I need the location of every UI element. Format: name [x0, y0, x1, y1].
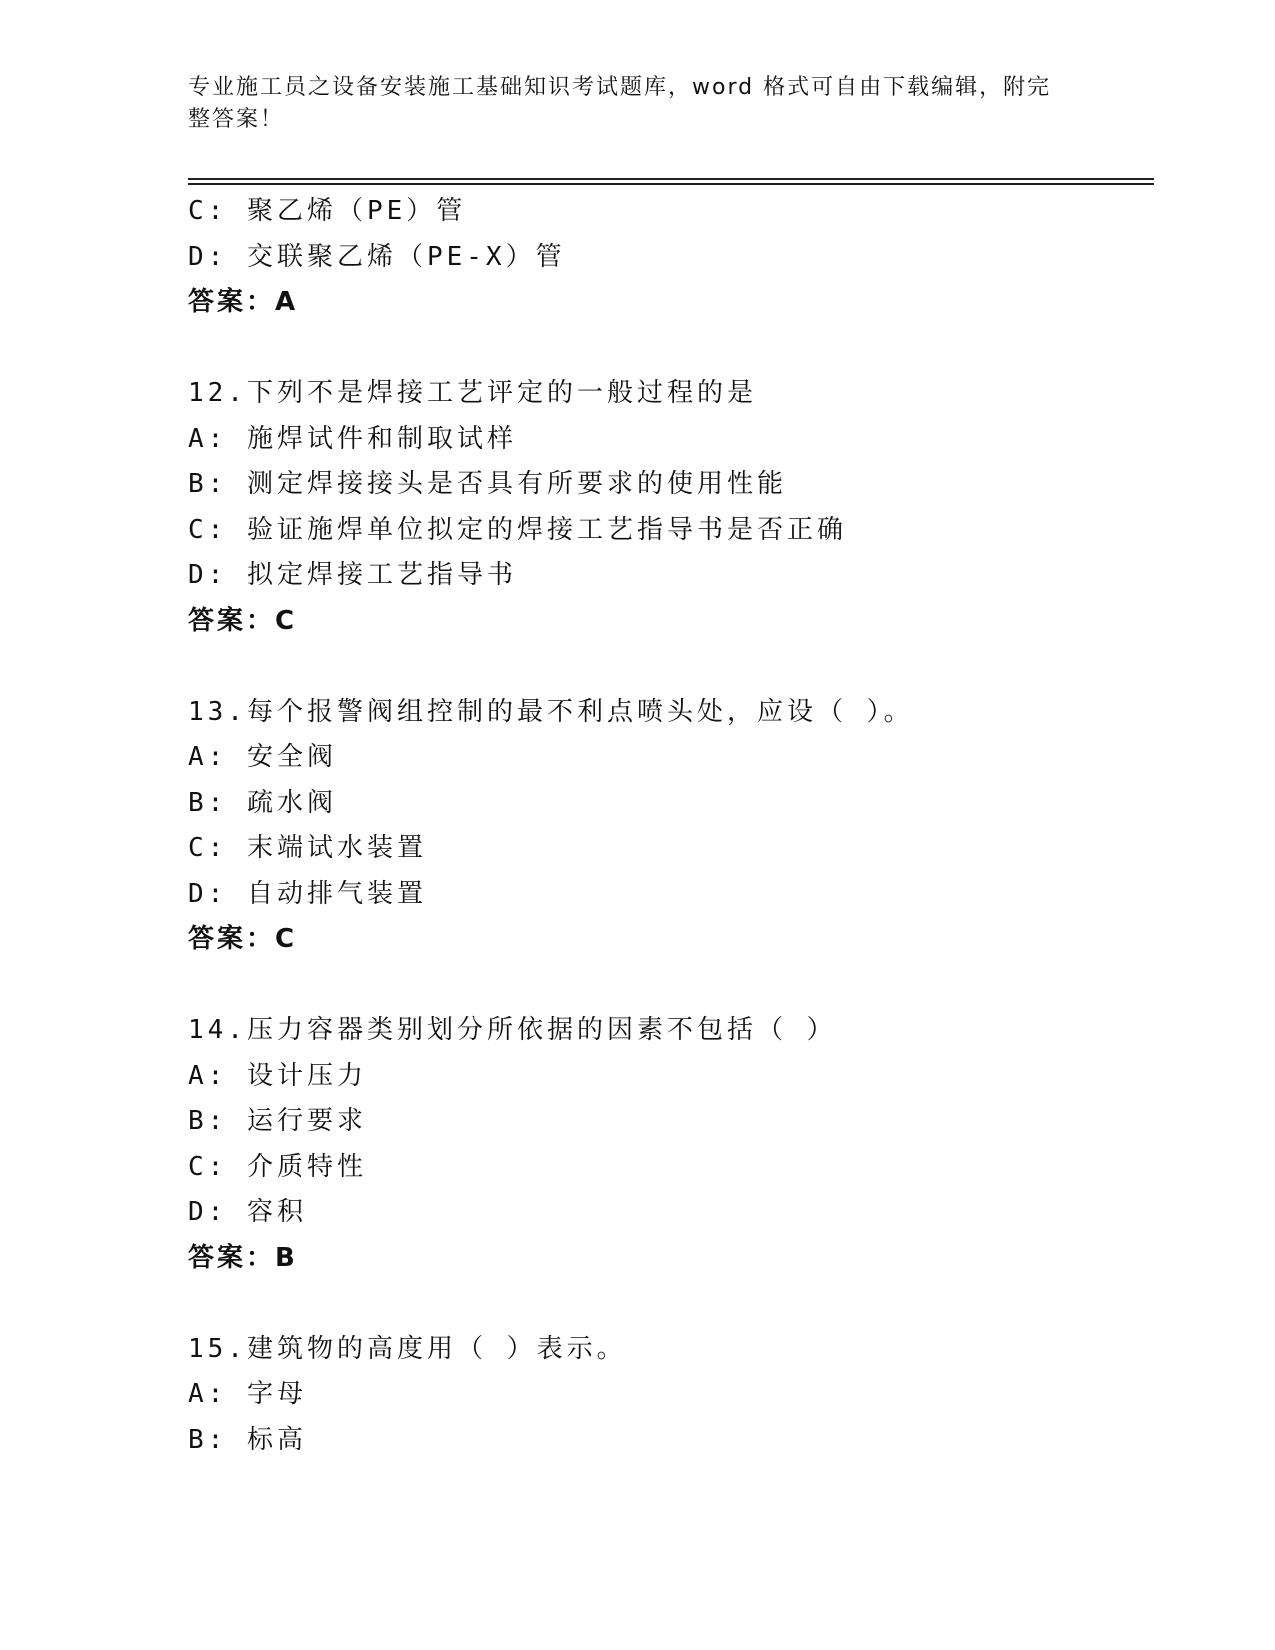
option-line: B: 疏水阀: [188, 787, 337, 818]
answer-line: 答案：B: [188, 1242, 298, 1273]
question-stem: 13.每个报警阀组控制的最不利点喷头处，应设（ ）。: [188, 696, 914, 727]
answer-line: 答案：A: [188, 287, 299, 317]
option-line: A: 安全阀: [188, 742, 337, 772]
option-line: D: 交联聚乙烯（PE-X）管: [188, 241, 566, 272]
option-line: B: 测定焊接接头是否具有所要求的使用性能: [188, 469, 787, 499]
document-header: [188, 72, 1068, 136]
spacer: [188, 644, 1154, 690]
option-line: A: 设计压力: [188, 1060, 367, 1091]
header-title: 专业施工员之设备安装施工基础知识考试题库，word 格式可自由下载编辑，附完整答案！: [188, 75, 1052, 132]
question-stem: 12.下列不是焊接工艺评定的一般过程的是: [188, 378, 757, 408]
option-line: B: 运行要求: [188, 1106, 367, 1136]
option-line: C: 聚乙烯（PE）管: [188, 196, 467, 226]
option-line: D: 拟定焊接工艺指导书: [188, 560, 517, 590]
spacer: [188, 963, 1154, 1009]
question-stem: 14.压力容器类别划分所依据的因素不包括（ ）: [188, 1015, 837, 1045]
option-line: D: 自动排气装置: [188, 878, 427, 909]
answer-line: 答案：C: [188, 605, 298, 636]
spacer: [188, 1281, 1154, 1327]
question-stem: 15.建筑物的高度用（ ）表示。: [188, 1333, 627, 1364]
option-line: C: 验证施焊单位拟定的焊接工艺指导书是否正确: [188, 514, 847, 545]
question-list: [188, 189, 1154, 1463]
answer-line: 答案：C: [188, 924, 298, 954]
option-line: C: 介质特性: [188, 1151, 367, 1182]
header-divider-top: [188, 178, 1154, 180]
option-line: B: 标高: [188, 1424, 307, 1455]
spacer: [188, 326, 1154, 372]
header-divider-bottom: [188, 183, 1154, 185]
option-line: A: 施焊试件和制取试样: [188, 423, 517, 454]
option-line: D: 容积: [188, 1197, 307, 1227]
option-line: A: 字母: [188, 1379, 307, 1409]
option-line: C: 末端试水装置: [188, 833, 427, 863]
